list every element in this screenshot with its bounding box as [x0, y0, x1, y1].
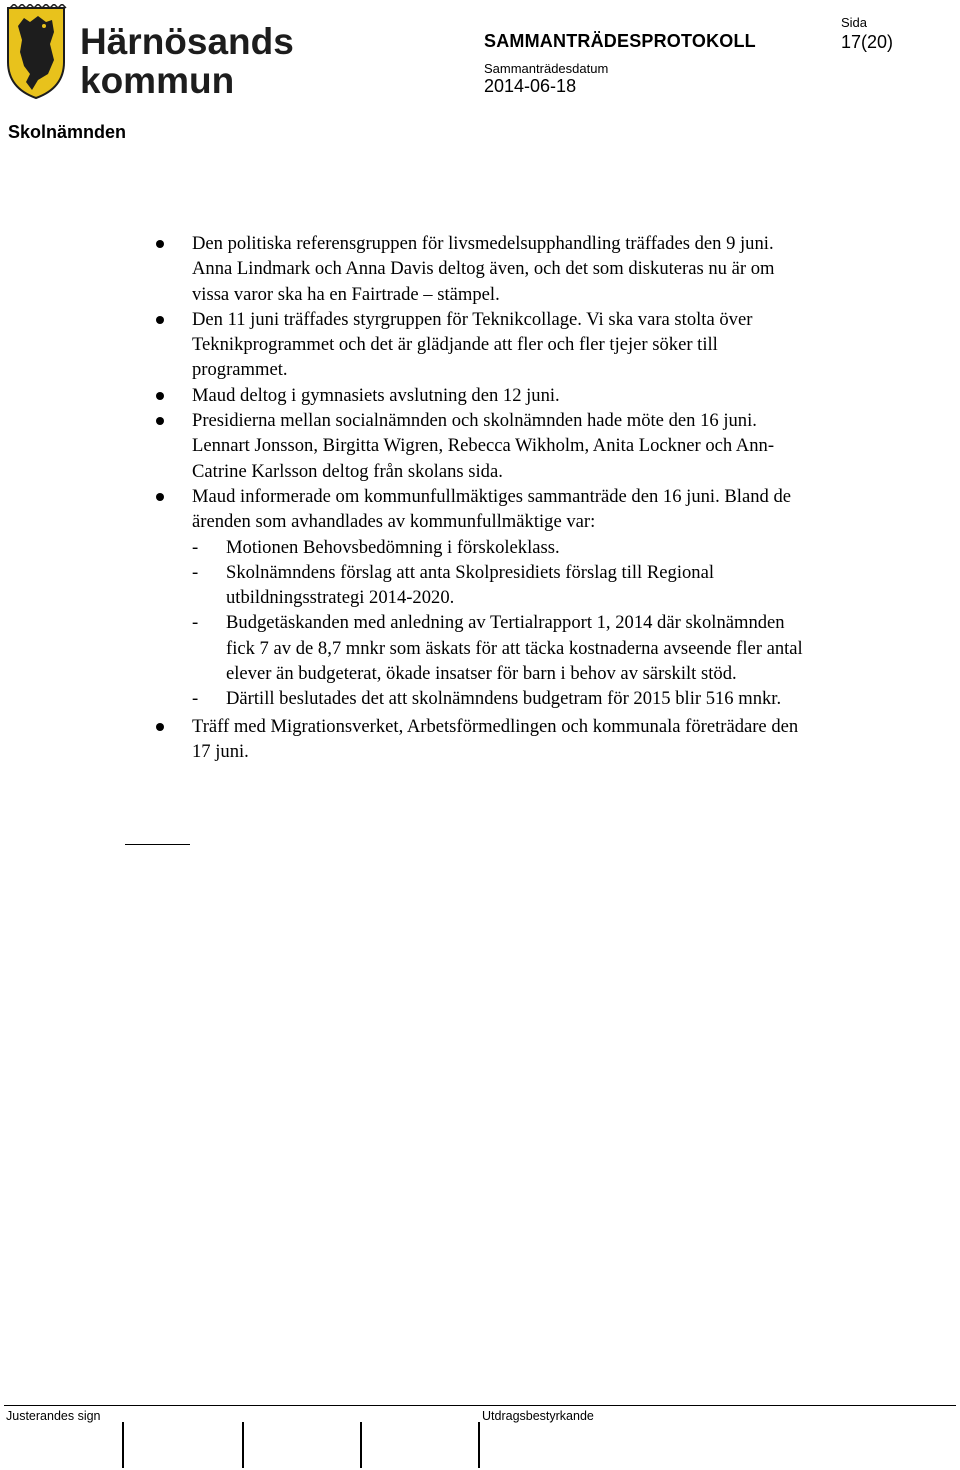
- dash-text: Budgetäskanden med anledning av Tertialrapport 1, 2014 där skolnämnden fick 7 av de 8,7 mnkr som äskats för att täcka kostnaderna avseende fler antal elever än budgeterat, ökade insatser för barn i behov av särskilt stöd.: [226, 612, 803, 685]
- dash-item: [192, 535, 815, 560]
- bullet-item: [155, 714, 815, 765]
- bullet-item: [155, 484, 815, 712]
- bullet-icon: [156, 417, 164, 425]
- dash-text: Skolnämndens förslag att anta Skolpresidiets förslag till Regional utbildningsstrategi 2014-2020.: [226, 561, 715, 609]
- signature-box-divider: [360, 1422, 362, 1468]
- document-type-title: SAMMANTRÄDESPROTOKOLL: [484, 31, 756, 51]
- dash-item: [192, 610, 815, 686]
- municipality-name-line1: Härnösands: [80, 21, 294, 62]
- bullet-text: Den 11 juni träffades styrgruppen för Teknikcollage. Vi ska vara stolta över Teknikprogrammet och det är glädjande att fler och fler tjejer söker till programmet.: [192, 308, 753, 381]
- dash-text: Därtill beslutades det att skolnämndens budgetram för 2015 blir 516 mnkr.: [226, 688, 782, 710]
- signature-label: Justerandes sign: [6, 1409, 101, 1423]
- bullet-icon: [156, 493, 164, 501]
- bullet-icon: [156, 240, 164, 248]
- signature-footer: [4, 1405, 956, 1468]
- bullet-icon: [156, 316, 164, 324]
- municipality-logotype: [80, 21, 294, 102]
- dash-marker: -: [192, 536, 199, 558]
- dash-marker: -: [192, 688, 199, 710]
- signature-box-divider: [242, 1422, 244, 1468]
- bullet-text: Den politiska referensgruppen för livsmedelsupphandling träffades den 9 juni. Anna Lindmark och Anna Davis deltog även, och det som diskuteras nu är om vissa varor ska ha en Fairtrade – stämpel.: [192, 233, 775, 305]
- dash-item: [192, 686, 815, 711]
- page-label: Sida: [841, 15, 868, 30]
- meeting-date-label: Sammanträdesdatum: [484, 61, 609, 76]
- bullet-item: [155, 307, 815, 383]
- extract-certification-label: Utdragsbestyrkande: [482, 1409, 594, 1423]
- bullet-icon: [156, 723, 164, 731]
- bullet-text: Maud informerade om kommunfullmäktiges sammanträde den 16 juni. Bland de ärenden som avhandlades av kommunfullmäktige var:: [192, 485, 791, 533]
- bullet-text: Presidierna mellan socialnämnden och skolnämnden hade möte den 16 juni. Lennart Jonsson, Birgitta Wigren, Rebecca Wikholm, Anita Lockner och Ann-Catrine Karlsson deltog från skolans sida.: [192, 410, 775, 482]
- bullet-item: [155, 408, 815, 484]
- bullet-list: [155, 231, 815, 764]
- page-number: 17(20): [841, 32, 894, 52]
- bullet-icon: [156, 392, 164, 400]
- meeting-date: 2014-06-18: [484, 76, 577, 96]
- municipality-name-line2: kommun: [80, 60, 235, 101]
- dash-text: Motionen Behovsbedömning i förskoleklass.: [226, 536, 560, 558]
- minutes-body: [155, 231, 815, 764]
- dash-item: [192, 560, 815, 611]
- bullet-text: Maud deltog i gymnasiets avslutning den 12 juni.: [192, 384, 560, 406]
- signature-box-divider: [478, 1422, 480, 1468]
- bullet-text: Träff med Migrationsverket, Arbetsförmedlingen och kommunala företrädare den 17 juni.: [192, 715, 799, 762]
- dash-marker: -: [192, 612, 199, 634]
- bullet-item: [155, 231, 815, 307]
- section-end-rule: [125, 844, 190, 845]
- dash-list: [192, 535, 815, 712]
- bullet-item: [155, 383, 815, 408]
- coat-of-arms-beaver-icon: [4, 4, 68, 100]
- signature-box-divider: [122, 1422, 124, 1468]
- department-name: Skolnämnden: [8, 122, 127, 142]
- dash-marker: -: [192, 561, 199, 583]
